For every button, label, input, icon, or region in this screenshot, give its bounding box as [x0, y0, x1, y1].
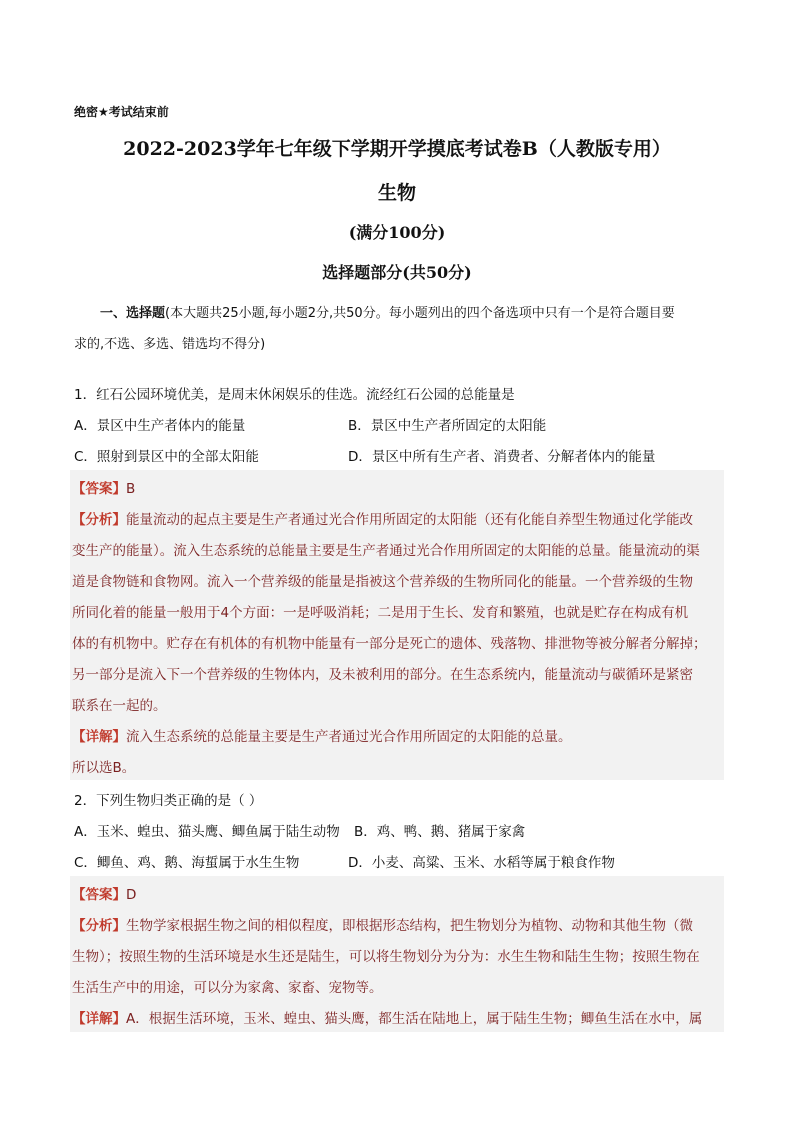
q2-analysis-tag: 【分析】 [72, 918, 126, 934]
full-score: (满分100分) [348, 223, 446, 242]
subject-title: 生物 [377, 182, 416, 204]
instructions-line-1: (本大题共25小题,每小题2分,共50分。每小题列出的四个备选项中只有一个是符合题目要 [165, 306, 675, 321]
q2-solution-box [70, 876, 724, 1032]
q2-detail: A．根据生活环境，玉米、蝗虫、猫头鹰，都生活在陆地上，属于陆生生物；鲫鱼生活在水中，属 [126, 1011, 703, 1027]
q1-analysis-line: 道是食物链和食物网。流入一个营养级的能量是指被这个营养级的生物所同化的能量。一个营养级的生物 [72, 574, 693, 590]
q1-answer-tag: 【答案】 [72, 481, 126, 497]
q2-option-c: C．鲫鱼、鸡、鹅、海蜇属于水生生物 [74, 855, 300, 871]
section-title: 选择题部分(共50分) [322, 263, 472, 282]
q2-analysis-line: 生活生产中的用途，可以分为家禽、家畜、宠物等。 [72, 980, 383, 996]
q1-option-b: B．景区中生产者所固定的太阳能 [348, 418, 547, 434]
q2-option-a: A．玉米、蝗虫、猫头鹰、鲫鱼属于陆生动物 [74, 824, 340, 840]
q1-option-a: A．景区中生产者体内的能量 [74, 418, 246, 434]
q1-analysis-line: 体的有机物中。贮存在有机体的有机物中能量有一部分是死亡的遗体、残落物、排泄物等被分解者分解掉； [72, 636, 707, 652]
q1-analysis-line: 所同化着的能量一般用于4个方面：一是呼吸消耗；二是用于生长、发育和繁殖，也就是贮存在构成有机 [72, 605, 689, 621]
q1-option-d: D．景区中所有生产者、消费者、分解者体内的能量 [348, 449, 656, 465]
q1-analysis-line: 变生产的能量）。流入生态系统的总能量主要是生产者通过光合作用所固定的太阳能的总量。能量流动的渠 [72, 543, 700, 559]
q1-conclusion: 所以选B。 [72, 760, 136, 776]
q1-option-c: C．照射到景区中的全部太阳能 [74, 449, 259, 465]
q1-analysis-line: 联系在一起的。 [72, 698, 167, 714]
section-instructions [74, 298, 724, 360]
q1-detail-tag: 【详解】 [72, 729, 126, 745]
q1-solution-box [70, 470, 724, 780]
q1-stem: 1．红石公园环境优美，是周末休闲娱乐的佳选。流经红石公园的总能量是 [74, 387, 515, 403]
q2-analysis-line: 生物）；按照生物的生活环境是水生还是陆生，可以将生物划分为分为：水生生物和陆生生物；按照生物在 [72, 949, 700, 965]
q2-option-d: D．小麦、高粱、玉米、水稻等属于粮食作物 [348, 855, 615, 871]
exam-title: 2022-2023学年七年级下学期开学摸底考试卷B（人教版专用） [123, 138, 671, 160]
q2-stem: 2．下列生物归类正确的是（ ） [74, 793, 263, 809]
instructions-line-2: 求的,不选、多选、错选均不得分) [74, 337, 266, 352]
q2-detail-tag: 【详解】 [72, 1011, 126, 1027]
q1-analysis-line: 另一部分是流入下一个营养级的生物体内，及未被利用的部分。在生态系统内，能量流动与碳循环是紧密 [72, 667, 693, 683]
q2-analysis-line: 生物学家根据生物之间的相似程度，即根据形态结构，把生物划分为植物、动物和其他生物（微 [126, 918, 693, 934]
q2-answer-tag: 【答案】 [72, 887, 126, 903]
section-heading: 一、选择题 [100, 306, 166, 321]
secret-label: 绝密★考试结束前 [74, 105, 169, 119]
q1-answer: B [126, 481, 136, 497]
q2-option-b: B．鸡、鸭、鹅、猪属于家禽 [354, 824, 526, 840]
q1-detail: 流入生态系统的总能量主要是生产者通过光合作用所固定的太阳能的总量。 [126, 729, 572, 745]
q1-analysis-line: 能量流动的起点主要是生产者通过光合作用所固定的太阳能（还有化能自养型生物通过化学能改 [126, 512, 693, 528]
q2-answer: D [126, 887, 137, 903]
q1-analysis-tag: 【分析】 [72, 512, 126, 528]
